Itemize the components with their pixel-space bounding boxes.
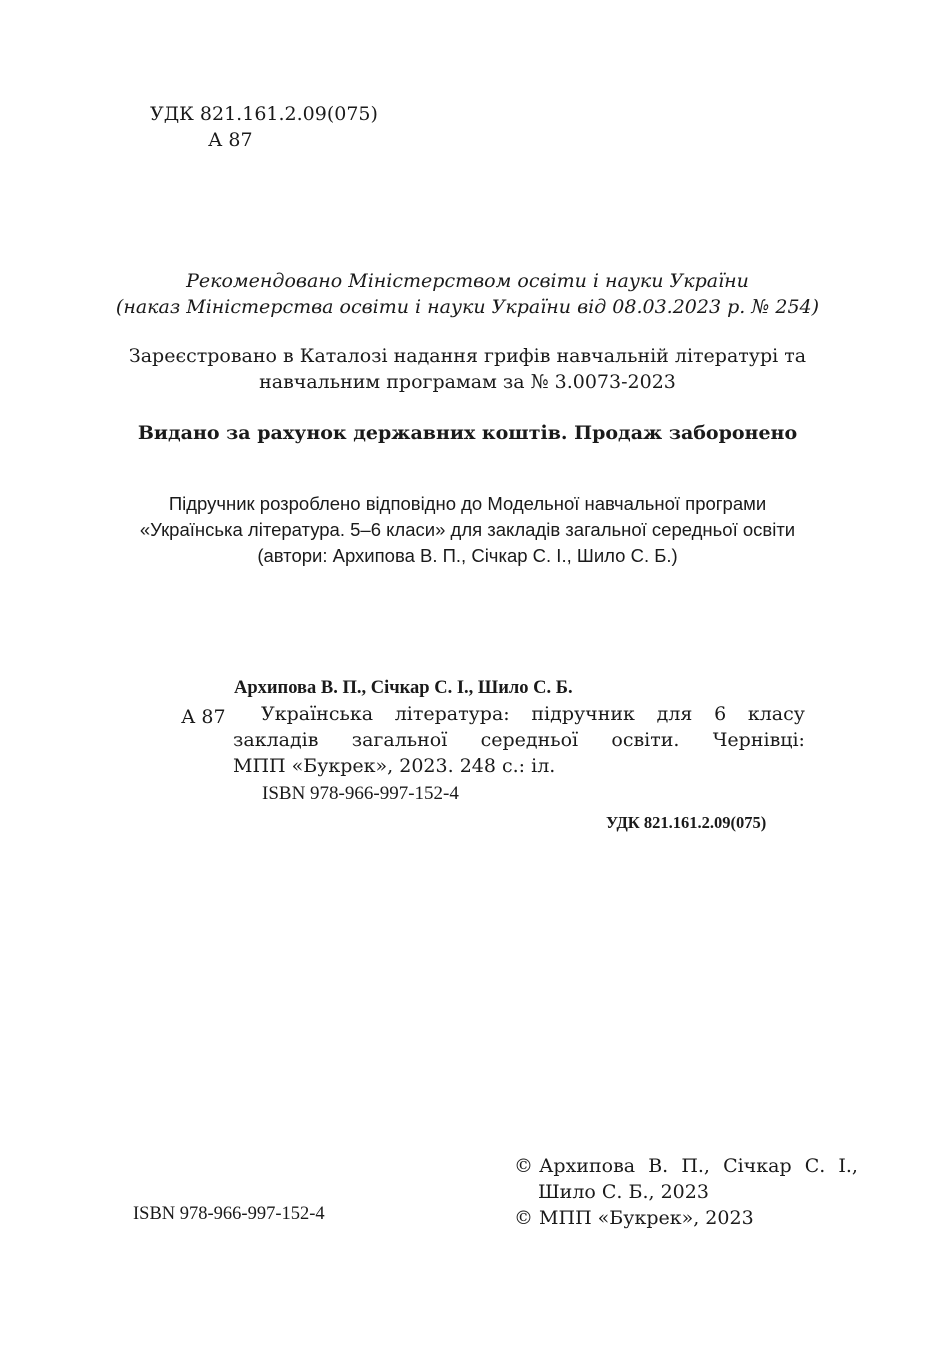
catalog-registration — [0, 343, 935, 395]
copyright-line: © МПП «Букрек», 2023 — [514, 1207, 754, 1229]
card-authors: Архипова В. П., Січкар С. І., Шило С. Б. — [234, 678, 573, 698]
state-funds-notice: Видано за рахунок державних коштів. Продаж заборонено — [137, 422, 798, 444]
program-note-line: «Українська література. 5–6 класи» для закладів загальної середньої освіти — [139, 519, 796, 540]
word: підручник — [531, 703, 635, 725]
word: освіти. — [611, 729, 680, 751]
word: С. — [804, 1155, 826, 1177]
word: В. — [648, 1155, 669, 1177]
word: П., — [681, 1155, 710, 1177]
word: 6 — [714, 703, 727, 725]
card-udk: УДК 821.161.2.09(075) — [606, 813, 767, 832]
word: І., — [838, 1155, 858, 1177]
program-note — [0, 491, 935, 569]
word: закладів — [233, 729, 319, 751]
copyright-line: Шило С. Б., 2023 — [538, 1181, 709, 1203]
word: класу — [747, 703, 805, 725]
word: Січкар — [723, 1155, 792, 1177]
author-sign: А 87 — [208, 129, 253, 151]
word: середньої — [480, 729, 579, 751]
card-description-line — [233, 727, 805, 753]
word: література: — [394, 703, 510, 725]
card-isbn: ISBN 978-966-997-152-4 — [262, 783, 459, 804]
registration-line: Зареєстровано в Каталозі надання грифів навчальній літературі та — [128, 345, 807, 367]
registration-line: навчальним програмам за № 3.0073-2023 — [259, 371, 676, 393]
word: © Архипова — [514, 1155, 636, 1177]
word: загальної — [351, 729, 448, 751]
card-description-line: МПП «Букрек», 2023. 248 с.: іл. — [233, 755, 556, 777]
recommendation-line: (наказ Міністерства освіти і науки України від 08.03.2023 р. № 254) — [115, 296, 820, 318]
word: Чернівці: — [712, 729, 805, 751]
card-author-sign: А 87 — [181, 706, 226, 728]
recommendation-line: Рекомендовано Міністерством освіти і науки України — [186, 270, 749, 292]
ministry-recommendation — [0, 268, 935, 320]
word: Українська — [261, 703, 374, 725]
copyright-block — [514, 1153, 858, 1231]
program-note-line: Підручник розроблено відповідно до Модельної навчальної програми — [168, 493, 767, 514]
udk-code: УДК 821.161.2.09(075) — [150, 103, 378, 125]
footer-isbn: ISBN 978-966-997-152-4 — [133, 1204, 325, 1224]
card-description-line — [233, 701, 805, 727]
copyright-line — [514, 1153, 858, 1179]
card-description — [233, 701, 805, 779]
word: для — [656, 703, 693, 725]
program-note-line: (автори: Архипова В. П., Січкар С. І., Шило С. Б.) — [257, 545, 678, 566]
